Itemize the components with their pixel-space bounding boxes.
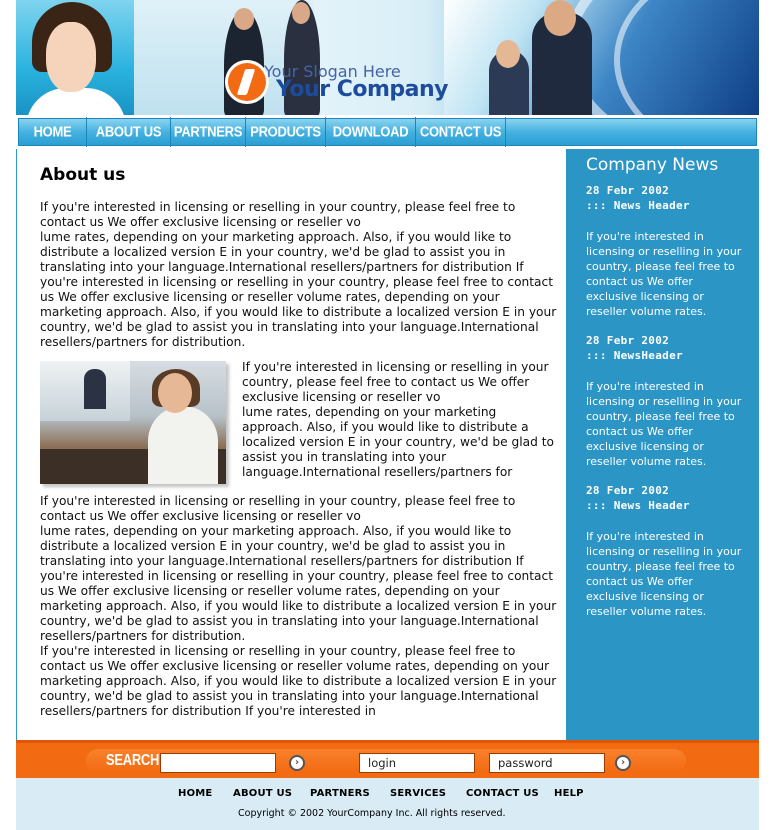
team-photo — [444, 0, 759, 115]
password-input[interactable]: password — [489, 753, 605, 773]
about-paragraph-2: If you're interested in licensing or reselling in your country, please feel free to contact us We offer exclusive licensing or reseller vo lume rates, depending on your marketing approach. Also, if you would like to distribute a localized version E in your country, we'd be glad to assist you in translating into your language.International resellers/partners for — [242, 360, 554, 479]
footer-partners-link[interactable]: PARTNERS — [310, 788, 370, 799]
nav-home[interactable]: HOME — [19, 117, 87, 147]
news-body: If you're interested in licensing or reselling in your country, please feel free to contact us We offer exclusive licensing or reseller volume rates. — [586, 380, 742, 468]
nav-bar — [18, 118, 757, 146]
news-title: Company News — [586, 155, 719, 175]
nav-products[interactable]: PRODUCTS — [246, 117, 326, 147]
search-label: SEARCH — [106, 750, 160, 769]
news-header-link[interactable]: ::: NewsHeader — [586, 349, 683, 362]
footer-contact-us-link[interactable]: CONTACT US — [466, 788, 539, 799]
nav-contact-us[interactable]: CONTACT US — [416, 117, 506, 147]
login-go-button[interactable]: › — [615, 755, 631, 771]
about-paragraph-1: If you're interested in licensing or reselling in your country, please feel free to contact us We offer exclusive licensing or reseller vo lume rates, depending on your marketing approach. Also, if you would like to distribute a localized version E in your country, we'd be glad to assist you in translating into your language.International resellers/partners for distribution If you're interested in licensing or reselling in your country, please feel free to contact us We offer exclusive licensing or reseller volume rates, depending on your marketing approach. Also, if you would like to distribute a localized version E in your country, we'd be glad to assist you in translating into your language.International resellers/partners for distribution. — [40, 200, 557, 349]
page-title: About us — [40, 165, 126, 185]
login-input[interactable]: login — [359, 753, 475, 773]
office-woman-phone-photo — [40, 361, 226, 484]
slogan: Your Slogan Here — [264, 62, 401, 81]
news-body: If you're interested in licensing or reselling in your country, please feel free to contact us We offer exclusive licensing or reseller volume rates. — [586, 230, 742, 318]
footer-services-link[interactable]: SERVICES — [390, 788, 447, 799]
main-nav — [16, 115, 759, 149]
copyright: Copyright © 2002 YourCompany Inc. All rights reserved. — [238, 808, 506, 819]
footer-home-link[interactable]: HOME — [178, 788, 213, 799]
search-go-button[interactable]: › — [289, 755, 305, 771]
nav-download[interactable]: DOWNLOAD — [326, 117, 416, 147]
search-input[interactable] — [160, 753, 276, 773]
footer-help-link[interactable]: HELP — [554, 788, 584, 799]
news-header-link[interactable]: ::: News Header — [586, 199, 690, 212]
footer — [16, 778, 759, 830]
about-paragraph-3: If you're interested in licensing or reselling in your country, please feel free to contact us We offer exclusive licensing or reseller vo lume rates, depending on your marketing approach. Also, if you would like to distribute a localized version E in your country, we'd be glad to assist you in translating into your language.International resellers/partners for distribution If you're interested in licensing or reselling in your country, please feel free to contact us We offer exclusive licensing or reseller volume rates, depending on your marketing approach. Also, if you would like to distribute a localized version E in your country, we'd be glad to assist you in translating into your language.International resellers/partners for distribution. If you're interested in licensing or reselling in your country, please feel free to contact us We offer exclusive licensing or reseller volume rates, depending on your marketing approach. Also, if you would like to distribute a localized version E in your country, we'd be glad to assist you in translating into your language.International resellers/partners for distribution If you're interested in — [40, 494, 557, 718]
company-logo-icon[interactable] — [225, 60, 269, 104]
nav-about-us[interactable]: ABOUT US — [87, 117, 171, 147]
news-header-link[interactable]: ::: News Header — [586, 499, 690, 512]
nav-partners[interactable]: PARTNERS — [171, 117, 246, 147]
news-date: 28 Febr 2002 — [586, 484, 670, 497]
footer-about-us-link[interactable]: ABOUT US — [233, 788, 293, 799]
news-body: If you're interested in licensing or reselling in your country, please feel free to contact us We offer exclusive licensing or reseller volume rates. — [586, 530, 742, 618]
news-date: 28 Febr 2002 — [586, 184, 670, 197]
news-date: 28 Febr 2002 — [586, 334, 670, 347]
company-name[interactable]: Your Company — [276, 77, 448, 102]
support-woman-photo — [16, 0, 134, 115]
